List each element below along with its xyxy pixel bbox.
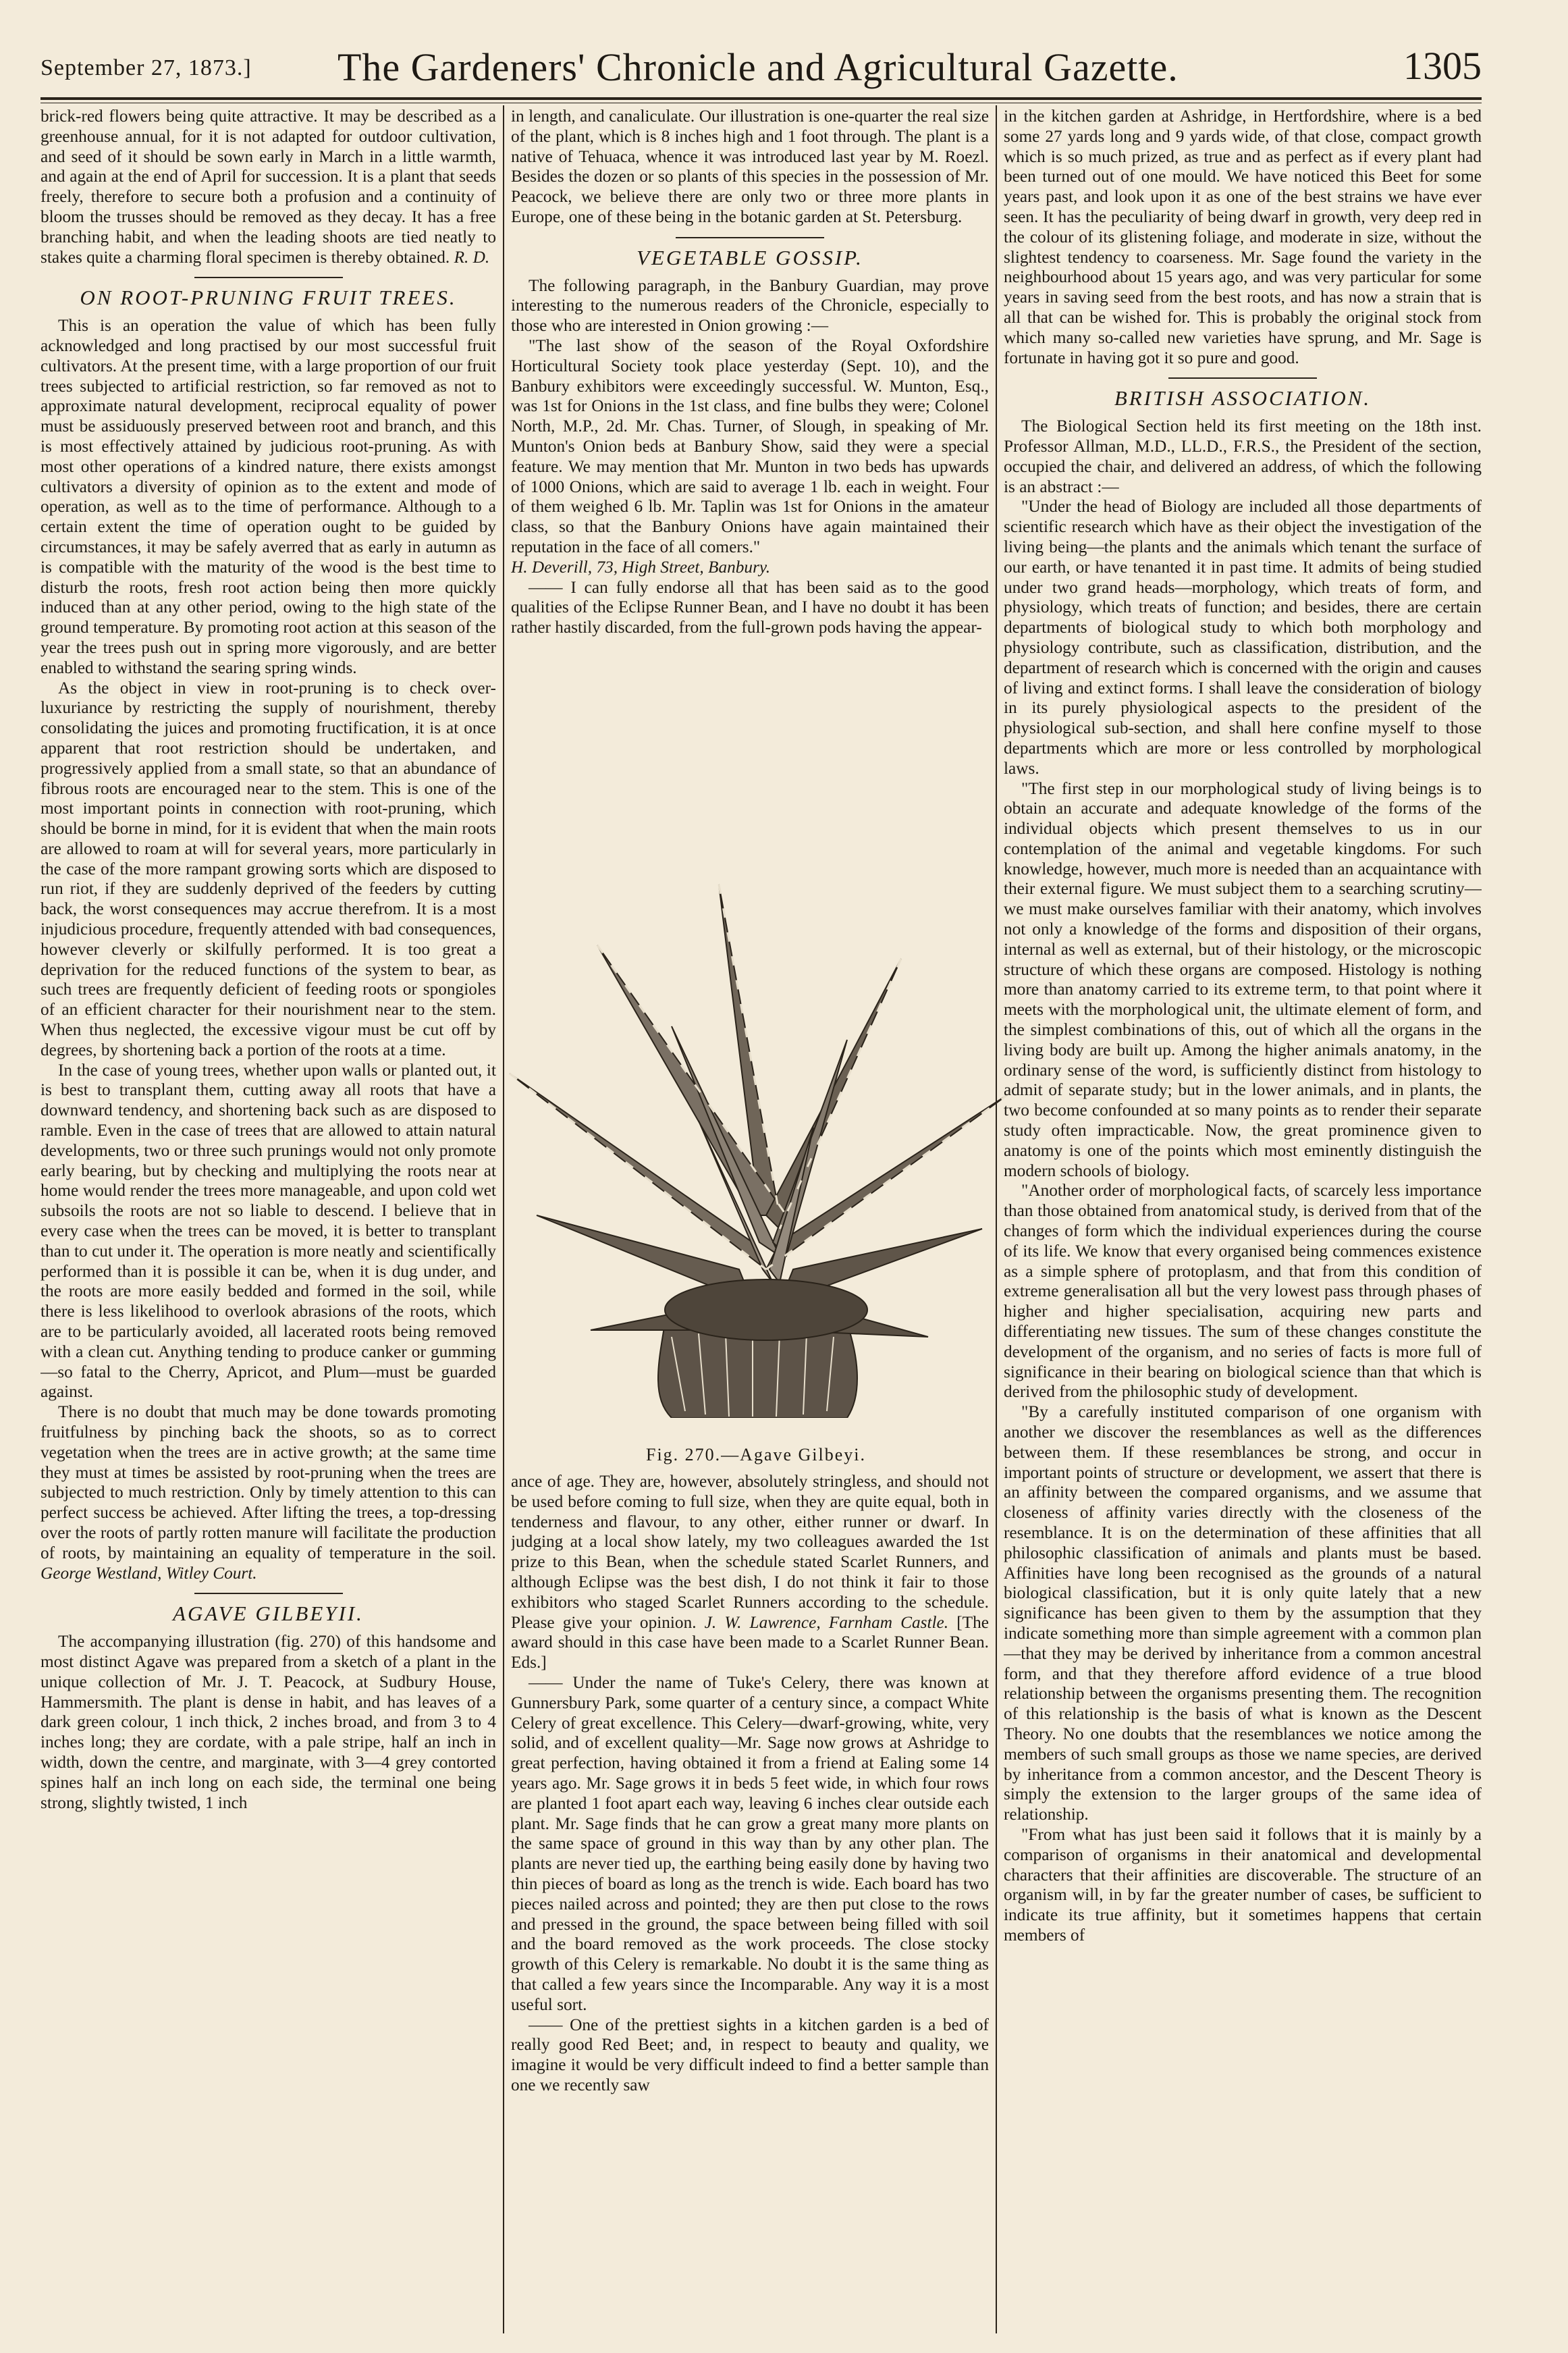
masthead-rule [40,97,1482,100]
quoted-paragraph: "Another order of morphological facts, of scarcely less importance than those obtained from anatomical study, is derived from that of the changes of form which the individual experiences during the course of its life. We know that every organised being commences existence as a simple sphere of protoplasm, and that from this condition of extreme generalisation all but the very lowest pass through phases of higher and higher specialisation, acquiring new parts and differentiating new tissues. The sum of these changes constitute the development of the organism, and no series of facts is more full of significance in their bearing on biological science than that which is derived from the philosophic study of development. [1004,1181,1482,1402]
quoted-paragraph: "From what has just been said it follows that it is mainly by a comparison of organisms in their anatomical and developmental characters that their affinities are discoverable. The structure of an organism will, in by far the greater number of cases, be sufficient to indicate its true affinity, but it sometimes happens that certain members of [1004,1824,1482,1945]
section-separator [676,237,824,238]
author-initials: R. D. [454,247,490,267]
heading-agave-gilbeyii: AGAVE GILBEYII. [173,1602,364,1626]
figure-caption: Fig. 270.—Agave Gilbeyi. [645,1445,867,1464]
page-number: 1305 [1403,44,1482,88]
article-paragraph: This is an operation the value of which has been fully acknowledged and long practised by our most successful fruit cultivators. At the present time, with a large proportion of our fruit trees subjected to artificial restriction, so far removed as not to approximate natural development, reciprocal equality of power must be assiduously preserved between root and branch, and this is most effectively attained by judicious root-pruning. As with most other operations of a kindred nature, there exists amongst cultivators a diversity of opinion as to the extent and mode of operation, as well as to the time of performance. Although to a certain extent the time of operation ought to be guided by circumstances, it may be safely averred that as early in autumn as is compatible with the maturity of the wood is the best time to disturb the roots, fresh root action being then more quickly induced than at any other period, owing to the high state of the ground temperature. By promoting root action at this season of the year the trees push out in spring more vigorously, and are better enabled to withstand the searing spring winds. [40,316,496,677]
article-paragraph: There is no doubt that much may be done towards promoting fruitfulness by pinching back the shoots, so as to correct vegetation when the trees are in active growth; at the same time they must at times be assisted by root-pruning when the trees are subjected to much restriction. Only by timely attention to this can perfect success be achieved. After lifting the trees, a top-dressing over the roots of partly rotten manure will facilitate the production of roots, by maintaining an equality of temperature in the soil. George Westland, Witley Court. [40,1402,496,1583]
article-paragraph: The following paragraph, in the Banbury Guardian, may prove interesting to the numerous readers of the Chronicle, especially to those who are interested in Onion growing :— [511,275,989,336]
article-paragraph: —— I can fully endorse all that has been said as to the good qualities of the Eclipse Runner Bean, and I have no doubt it has been rather hastily discarded, from the full-grown pods having the appear- [511,577,989,637]
masthead [40,41,1482,101]
article-paragraph: —— Under the name of Tuke's Celery, there was known at Gunnersbury Park, some quarter of a century since, a compact White Celery of great excellence. This Celery—dwarf-growing, white, very solid, and of excellent quality—Mr. Sage now grows at Ashridge to great perfection, having obtained it from a friend at Ealing some 14 years ago. Mr. Sage grows it in beds 5 feet wide, in which four rows are planted 1 foot apart each way, leaving 6 inches clear outside each plant. Mr. Sage finds that he can grow a great many more plants on the same space of ground in this way than by any other plan. The plants are never tied up, the earthing being easily done by having two thin pieces of board as long as the trench is wide. Each board has two pieces nailed across and pointed; they are then put close to the rows and pressed in the ground, the space between being filled with soil and the board removed as the work proceeds. The close stocky growth of this Celery is remarkable. No doubt it is the same thing as that called a few years since the Incomparable. Any way it is a most useful sort. [511,1672,989,2014]
article-paragraph: The accompanying illustration (fig. 270) of this handsome and most distinct Agave was prepared from a sketch of a plant in the unique collection of Mr. J. T. Peacock, at Sudbury House, Hammersmith. The plant is dense in habit, and has leaves of a dark green colour, 1 inch thick, 2 inches broad, and from 3 to 4 inches long; they are cordate, with a pale stripe, half an inch in width, down the centre, and marginate, with 3—4 grey contorted spines half an inch long on each side, the terminal one being strong, slightly twisted, 1 inch [40,1632,496,1812]
column-2-bottom [511,1472,989,2343]
editor-note: [The award should in this case have been made to a Scarlet Runner Bean. Eds.] [511,1612,989,1672]
column-1 [40,107,496,2335]
article-paragraph: The Biological Section held its first meeting on the 18th inst. Professor Allman, M.D., LL.D., F.R.S., the President of the section, occupied the chair, and delivered an address, of which the following is an abstract :— [1004,417,1482,496]
heading-root-pruning: ON ROOT-PRUNING FRUIT TREES. [80,286,457,310]
article-paragraph: brick-red flowers being quite attractive. It may be described as a greenhouse annual, for it is not adapted for outdoor cultivation, and seed of it should be sown early in March in a little warmth, and again at the end of April for succession. It is a plant that seeds freely, therefore to secure both a profusion and a continuity of bloom the trusses should be removed as they decay. It has a free branching habit, and when the leading shoots are tied neatly to stakes quite a charming floral specimen is thereby obtained. R. D. [40,107,496,267]
article-paragraph: in length, and canaliculate. Our illustration is one-quarter the real size of the plant, which is 8 inches high and 1 foot through. The plant is a native of Tehuaca, whence it was introduced last year by M. Roezl. Besides the dozen or so plants of this species in the possession of Mr. Peacock, we believe there are only two or three more plants in Europe, one of these being in the botanic garden at St. Petersburg. [511,107,989,226]
section-separator [1168,377,1317,379]
quoted-paragraph: "The last show of the season of the Royal Oxfordshire Horticultural Society took place yesterday (Sept. 10), and the Banbury exhibitors were exceedingly successful. W. Munton, Esq., was 1st for Onions in the 1st class, and fine bulbs they were; Colonel North, M.P., 2d. Mr. Chas. Turner, of Slough, in speaking of Mr. Munton's Onion beds at Banbury Show, said they were a special feature. We may mention that Mr. Munton in two beds has upwards of 1000 Onions, which are said to average 1 lb. each in weight. Four of them weighed 6 lb. Mr. Taplin was 1st for Onions in the amateur class, so that the Banbury Onions have again maintained their reputation in the face of all comers." [511,336,989,556]
section-separator [194,277,343,278]
article-paragraph: As the object in view in root-pruning is to check over-luxuriance by restricting the supply of nourishment, thereby consolidating the juices and promoting fructification, it is at once apparent that root restriction should be undertaken, and progressively applied from a small state, so that an abundance of fibrous roots are encouraged near to the stem. This is one of the most important points in connection with root-pruning, which should be borne in mind, for it is evident that when the main roots are allowed to roam at will for several years, more particularly in the case of the more rampant growing sorts which are disposed to run riot, if they are suddenly deprived of the feeders by cutting back, the worst consequences may accrue therefrom. It is a most injudicious procedure, frequently attended with bad consequences, however cleverly or skilfully performed. It is too great a deprivation for the reduced functions of the system to bear, as such trees are frequently deficient of feeding roots or spongioles of an efficient character for their nourishment near to the stem. When thus neglected, the excessive vigour must be cut off by degrees, by shortening back a portion of the roots at a time. [40,678,496,1059]
column-3 [1004,107,1482,2335]
publication-title: The Gardeners' Chronicle and Agricultural Gazette. [337,45,1179,89]
author-signature: George Westland, Witley Court. [40,1563,257,1583]
heading-british-association: BRITISH ASSOCIATION. [1114,386,1372,411]
heading-vegetable-gossip: VEGETABLE GOSSIP. [637,245,863,269]
column-2-top [511,107,989,832]
quoted-paragraph: "Under the head of Biology are included all those departments of scientific research which have as their object the investigation of the living being—the plants and the animals which tenant the surface of our earth, or have tenanted it in past time. It admits of being studied under two grand heads—morphology, which treats of form, and physiology, which treats of function; and besides, there are certain departments of biological study to which both morphology and physiology contribute, such as classification, distribution, and the department of research which is concerned with the origin and causes of living and extinct forms. I shall leave the consideration of biology in its purely physiological aspects to the president of the physiological sub-section, and shall here confine myself to those departments which are more or less controlled by morphological laws. [1004,497,1482,778]
figure-agave [496,837,1016,1465]
article-paragraph: in the kitchen garden at Ashridge, in Hertfordshire, where is a bed some 27 yards long and 9 yards wide, of that close, compact growth which is so much prized, as true and as perfect as if every plant had been turned out of one mould. We have noticed this Beet for some years past, and look upon it as one of the best strains we have ever seen. It has the peculiarity of being dwarf in growth, very deep red in the colour of its glistening foliage, and moderate in size, without the slightest tendency to coarseness. Mr. Sage found the variety in the neighbourhood about 15 years ago, and was very particular for some years in saving seed from the best roots, and has now a strain that is all that can be wished for. This is probably the original stock from which many so-called new varieties have sprung, and Mr. Sage is fortunate in having got it so pure and good. [1004,107,1482,367]
article-paragraph: In the case of young trees, whether upon walls or planted out, it is best to transplant them, cutting away all roots that have a downward tendency, and shortening back such as are disposed to ramble. Even in the case of trees that are allowed to attain natural developments, two or three such prunings would not only promote early bearing, but by checking and multiplying the roots near at home would render the trees more manageable, and upon cold wet subsoils the roots are not so liable to descend. I believe that in every case when the trees can be moved, it is better to transplant than to cut under it. The operation is more neatly and scientifically performed than it is possible it can be, when it is dug under, and the roots are more easily bedded and formed in the soil, while there is less likelihood to overlook abrasions of the roots, which are to be particularly avoided, all lacerated roots being removed with a clean cut. Anything tending to produce canker or gumming—so fatal to the Cherry, Apricot, and Plum—must be guarded against. [40,1060,496,1402]
article-paragraph: —— One of the prettiest sights in a kitchen garden is a bed of really good Red Beet; and, in respect to beauty and quality, we imagine it would be very difficult indeed to find a better sample than one we recently saw [511,2015,989,2094]
article-paragraph: ance of age. They are, however, absolutely stringless, and should not be used before coming to full size, when they are quite equal, both in tenderness and flavour, to any other, either runner or dwarf. In judging at a local show lately, my two colleagues awarded the 1st prize to this Bean, when the schedule stated Scarlet Runners, and although Eclipse was the best dish, I do not think it fair to those exhibitors who staged Scarlet Runners according to the schedule. Please give your opinion. J. W. Lawrence, Farnham Castle. [The award should in this case have been made to a Scarlet Runner Bean. Eds.] [511,1472,989,1672]
author-signature: H. Deverill, 73, High Street, Banbury. [511,557,771,577]
issue-date: September 27, 1873.] [40,55,252,80]
quoted-paragraph: "By a carefully instituted comparison of one organism with another we discover the resemblances as well as the differences between them. If these resemblances be strong, and occur in important points of structure or development, we assert that there is an affinity between the compared organisms, and we assume that closeness of affinity varies directly with the closeness of the resemblance. It is on the determination of these affinities that all philosophic classification of animals and plants must be based. Affinities have long been recognised as the grounds of a natural biological classification, but it is only quite lately that a new significance has been given to them by the assumption that they indicate something more than simple agreement with a common plan—that they may be derived by inheritance from a common ancestral form, and that they therefore afford evidence of a true blood relationship between the organisms presenting them. The recognition of this relationship is the basis of what is known as the Descent Theory. No one doubts that the resemblances we notice among the members of such small groups as those we name species, are derived by inheritance from a common ancestor, and the Descent Theory is simply the extension to the larger groups of the same idea of relationship. [1004,1402,1482,1824]
quoted-paragraph: "The first step in our morphological study of living beings is to obtain an accurate and adequate knowledge of the forms of the individual objects which present themselves to us in our contemplation of the animal and vegetable kingdoms. For such knowledge, however, much more is needed than an acquaintance with their external figure. We must subject them to a searching scrutiny—we must make ourselves familiar with their anatomy, which involves not only a knowledge of the forms and disposition of their organs, internal as well as external, but of their histology, or the microscopic structure of which these organs are composed. Histology is nothing more than anatomy carried to its extreme term, to that point where it meets with the morphological unit, the ultimate element of form, and the simplest combinations of this, out of which all the organs in the living body are built up. Among the higher animals anatomy, in the ordinary sense of the word, is sufficiently distinct from histology to admit of separate study; but in the lower animals, and in plants, the two become confounded at so many points as to render their separate study often impracticable. Now, the great prominence given to anatomy is one of the points which most eminently distinguish the modern schools of biology. [1004,778,1482,1180]
author-signature: J. W. Lawrence, Farnham Castle. [704,1612,949,1632]
agave-illustration [496,837,1016,1418]
section-separator [194,1593,343,1594]
